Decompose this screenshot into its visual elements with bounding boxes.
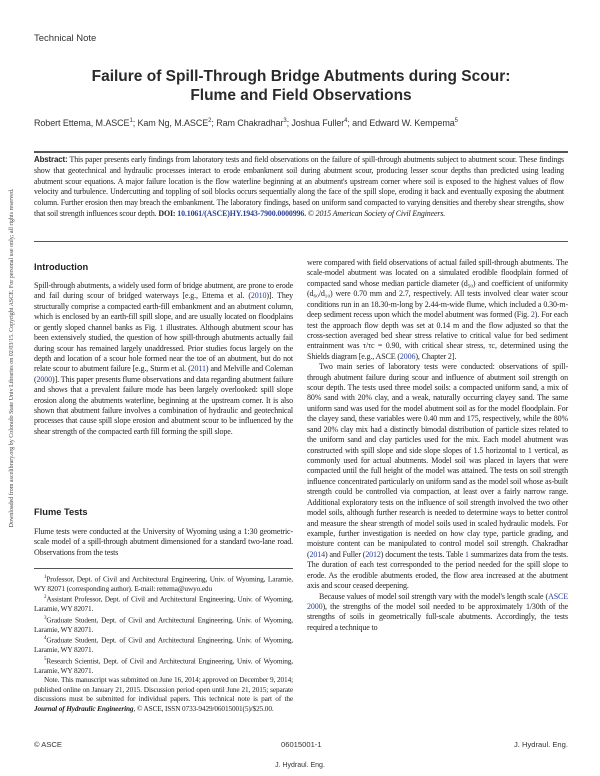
title-line-2: Flume and Field Observations (190, 86, 412, 104)
abstract-bottom-rule (34, 241, 568, 242)
footnote-marker: 2 (44, 595, 47, 601)
abstract-label: Abstract: (34, 155, 68, 164)
doi-label: DOI: (158, 208, 176, 218)
citation-link[interactable]: 2 (530, 310, 535, 320)
author-affiliation-marker: 4 (344, 118, 348, 124)
flume-tests-text-left (34, 527, 293, 558)
author-name: Ram Chakradhar (216, 118, 284, 128)
citation-link[interactable]: 2012 (365, 549, 381, 559)
footnote-text: Research Scientist, Dept. of Civil and Architectural Engineering, Univ. of Wyoming, Laramie, WY 82071. (34, 656, 293, 675)
footnote (34, 634, 293, 654)
text-run: )]. They structurally comprise a compacted earth-fill embankment and an abutment column, which is enclosed by an earth-fill spill slope, and are usually located on floodplains or gently sloped channel banks as Fig. (34, 291, 293, 332)
citation-link[interactable]: 2010 (250, 291, 267, 301)
submission-note (34, 675, 293, 713)
author-name: Joshua Fuller (291, 118, 345, 128)
footnote-marker: 3 (44, 615, 47, 621)
author-affiliation-marker: 5 (454, 118, 458, 124)
author-separator: ; (286, 118, 292, 128)
author-affiliation-marker: 2 (208, 118, 212, 124)
citation-link[interactable]: 1 (159, 322, 164, 332)
paragraph (34, 527, 293, 558)
introduction-text (34, 281, 293, 437)
footnote-text: Graduate Student, Dept. of Civil and Architectural Engineering, Univ. of Wyoming, Laramie, WY 82071. (34, 635, 293, 655)
footnote (34, 573, 293, 593)
footnotes (34, 573, 293, 713)
text-run: Flume tests were conducted at the University of Wyoming using a 1:30 geometric-scale model of a spill-through abutment dimensioned for a standard two-lane road. Observations from the tests (34, 527, 293, 557)
author-name: Kam Ng, M.ASCE (137, 118, 209, 128)
footnote-text: Graduate Student, Dept. of Civil and Architectural Engineering, Univ. of Wyoming, Laramie, WY 82071. (34, 615, 293, 634)
author-list (34, 118, 568, 128)
footer-copyright: © ASCE (34, 740, 62, 749)
footnote (34, 614, 293, 634)
citation-link[interactable]: 2006 (399, 351, 416, 361)
author-affiliation-marker: 3 (283, 118, 287, 124)
text-run: illustrates. Although abutment scour has been extensively studied, the question of how spill-through abutments actually fail during scour has remained largely unaddressed. Prior studies focus largely on the depth and location of a scour hole formed near the toe of an abutment, but do not relate scour to abutment failure [e.g., Sturm et al. ( (34, 322, 293, 374)
section-heading-introduction: Introduction (34, 262, 89, 272)
footnote-text: Professor, Dept. of Civil and Architectural Engineering, Univ. of Wyoming, Laramie, WY 82071 (corresponding author). E-mail: rettema@uwyo.edu (34, 574, 293, 593)
text-run: were compared with field observations of actual failed spill-through abutments. The scale-model abutment was located on a simulated erodible floodplain formed of compacted sand whose median particle diameter (d₅₀) and coefficient of uniformity (d₆₀/d₁₀) were 0.70 mm and 2.7, respectively. All tests involved clear water scour conditions run in an 18.30-m-long by 2.44-m-wide flume, which included a 0.30-m-deep sediment recess upon which the model abutment was formed (Fig. (307, 258, 568, 320)
page-title (34, 68, 568, 105)
paragraph (34, 281, 293, 437)
author-affiliation-marker: 1 (129, 118, 133, 124)
article-type: Technical Note (34, 33, 97, 44)
author-separator: ; and (347, 118, 370, 128)
abstract-text: This paper presents early findings from laboratory tests and field observations on the failure of spill-through abutments subject to abutment scour. These findings show that geotechnical and hydraulic processes interact to erode embankment soil during abutment scour, producing lesser scour depths than predicted using leading abutment scour equations. A major failure location is the flow waterline beginning at an abutment's upstream corner where soil is exposed to the highest values of flow velocity and turbulence. Undercutting and toppling of soil blocks occurs sequentially along the face of the spill slope, eroding it back and eventually exposing the abutment column. Further erosion then may breach the embankment. The laboratory findings, based on uniform sand compacted to varying densities and thereby shear strengths, show that soil strength influences scour depth. (34, 155, 564, 218)
author-name: Robert Ettema, M.ASCE (34, 118, 130, 128)
paragraph (307, 258, 568, 362)
doi-link[interactable]: 10.1061/(ASCE)HY.1943-7900.0000996. (175, 208, 307, 218)
text-run: Spill-through abutments, a widely used form of bridge abutment, are prone to erode and fail during scour of bridged waterways [e.g., Ettema et al. ( (34, 281, 293, 301)
footnote-marker: 1 (44, 575, 47, 580)
bottom-journal-label: J. Hydraul. Eng. (275, 762, 325, 769)
text-run: summarizes data from the tests. The duration of each test corresponded to the period needed for the spill slope to erode. As the erodible abutments eroded, the flow area increased at the abutment axis and scour ceased deepening. (307, 549, 569, 591)
paragraph (307, 592, 568, 634)
text-run: Two main series of laboratory tests were conducted: observations of spill-through abutment failure during scour and influence of abutment soil strength on scour depth. The tests used three model soils: a compacted uniform sand, a mix of 80% sand with 20% clay, and a weak, naturally occurring clayey sand. The same uniform sand was used for the model abutment soil as for the model floodplain. For the clayey sand, these variables were 0.40 mm and 175, respectively, while the 80% sand 20% clay mix had a distinctly bimodal distribution of particle sizes related to the uniform sand and clay particles used for the mix. Each model abutment was constructed with spill slope and side slope slopes of 1.5 horizontal to 1 vertical, as commonly used for actual abutments. Model soil was placed in layers that were compacted until the full height of the model was attained. The tests on soil strength influence concentrated particularly on uniform sand as the model soil whose as-built strength could be controlled via compaction, at least over a fairly narrow range. Additional exploratory tests on the influence of soil strength involved the two other model soils, although further research is needed to determine ways to better control and measure the shear strength of model soils used in scaled hydraulic models. For example, further investigation is needed on how clay type, particle grading, and moisture content can be manipulated to control model soil strength. Chakradhar ( (307, 362, 568, 559)
footnote-rule (34, 568, 293, 569)
section-heading-flume-tests: Flume Tests (34, 507, 88, 517)
text-run: )]. This paper presents flume observations and data regarding abutment failure and shows that a prevalent failure mode has been largely overlooked: spill slope erosion along the abutments waterline, beginning at the upstream corner. It is also shown that abutment failure involves a combination of hydraulic and geotechnical processes that cause spill slope erosion and abutment scour to be influenced by the shear strength of the compacted earth fill forming the spill slope. (34, 374, 293, 436)
copyright: © 2015 American Society of Civil Engineers. (306, 208, 446, 218)
paragraph (307, 362, 568, 591)
text-run: ), the strengths of the model soil needed to be approximately 1/30th of the strengths of soils in geometrically full-scale abutments. Accordingly, the tests required a technique to (307, 601, 568, 632)
footnote (34, 593, 293, 613)
title-line-1: Failure of Spill-Through Bridge Abutments during Scour: (91, 68, 511, 85)
flume-tests-text-right (307, 258, 568, 633)
note-text: Note. This manuscript was submitted on June 16, 2014; approved on December 9, 2014; published online on January 21, 2015. Discussion period open until June 21, 2015; separate discussions must be submitted for individual papers. This technical note is part of the (34, 675, 293, 704)
footnote-text: Assistant Professor, Dept. of Civil and Architectural Engineering, Univ. of Wyoming, Laramie, WY 82071. (34, 594, 293, 614)
journal-name: Journal of Hydraulic Engineering (34, 703, 134, 713)
citation-link[interactable]: ASCE 2000 (307, 591, 568, 611)
note-tail: , © ASCE, ISSN 0733-9429/06015001(5)/$25.00. (133, 703, 274, 713)
abstract (34, 155, 564, 220)
text-run: ). For each test the approach flow depth was set at 0.14 m and the flow adjusted so that the cross-section averaged bed shear stress relative to critical value for bed sediment entrainment was τ/τc = 0.90, with critical shear stress, τc, determined using the Shields diagram [e.g., ASCE ( (307, 310, 568, 361)
text-run: ) document the tests. Table (380, 549, 466, 559)
text-run: ), Chapter 2]. (415, 351, 457, 361)
footnote-marker: 5 (44, 656, 47, 662)
text-run: ) and Melville and Coleman ( (34, 364, 293, 384)
footnote (34, 655, 293, 675)
footer-journal: J. Hydraul. Eng. (513, 740, 568, 749)
citation-link[interactable]: 2011 (190, 364, 206, 374)
download-notice: Downloaded from ascelibrary.org by Colorado State Univ Libraries on 02/03/15. Copyright ASCE. For personal use only; all rights reserved. (9, 188, 15, 528)
text-run: Because values of model soil strength vary with the model's length scale ( (319, 591, 549, 601)
abstract-top-rule (34, 151, 568, 153)
footnote-marker: 4 (44, 636, 47, 642)
author-separator: ; (211, 118, 217, 128)
citation-link[interactable]: 2000 (36, 374, 53, 384)
author-separator: ; (132, 118, 138, 128)
footer-page-id: 06015001-1 (281, 740, 322, 749)
citation-link[interactable]: 1 (465, 549, 469, 559)
text-run: ) and Fuller ( (325, 549, 366, 559)
author-name: Edward W. Kempema (369, 118, 455, 128)
citation-link[interactable]: 2014 (309, 549, 326, 559)
